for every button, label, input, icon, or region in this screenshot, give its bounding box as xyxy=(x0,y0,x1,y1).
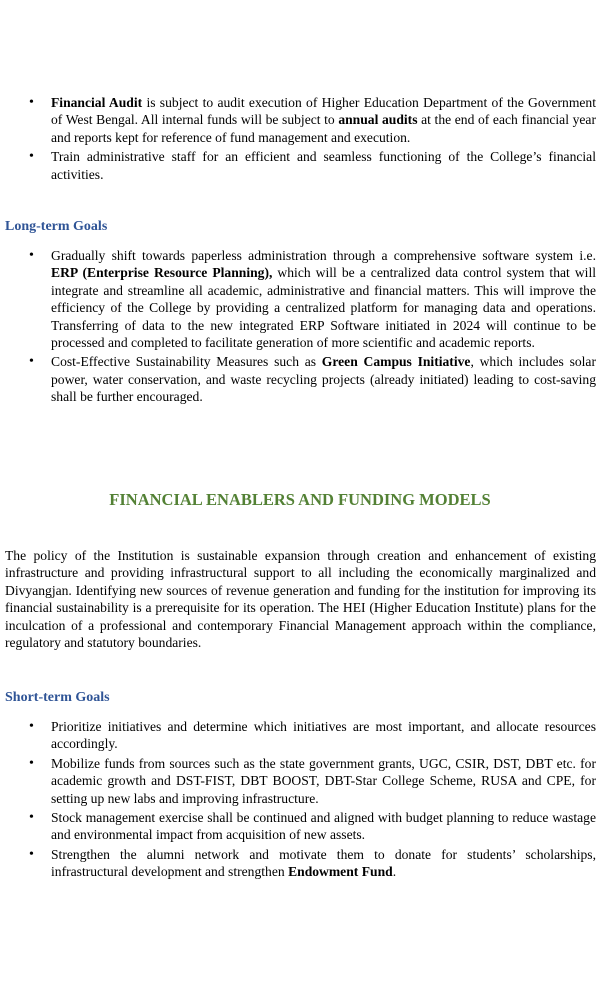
text-run: Gradually shift towards paperless administration through a comprehensive software system i.e. xyxy=(51,248,596,263)
list-item xyxy=(5,809,596,844)
short-term-goals-list-container xyxy=(5,718,596,883)
text-run: Stock management exercise shall be continued and aligned with budget planning to reduce wastage and environmental impact from acquisition of new assets. xyxy=(51,810,596,843)
bullet-icon: • xyxy=(29,755,34,771)
text-run: . xyxy=(392,864,397,880)
list-item xyxy=(5,846,596,881)
top-bullet-list xyxy=(5,94,596,183)
list-item xyxy=(5,755,596,807)
list-item xyxy=(5,148,596,183)
list-item xyxy=(5,94,596,146)
bullet-icon: • xyxy=(29,149,34,165)
bullet-icon: • xyxy=(29,354,34,370)
bold-text-run: Green Campus Initiative xyxy=(321,354,471,370)
bullet-icon: • xyxy=(29,846,34,862)
bullet-icon: • xyxy=(29,810,34,826)
text-run: Prioritize initiatives and determine which initiatives are most important, and allocate resources accordingly. xyxy=(51,719,596,752)
long-term-goals-list-container xyxy=(5,247,596,408)
text-run: at the end of each financial year and reports kept for reference of fund management and execution. xyxy=(51,112,596,145)
text-run: Cost-Effective Sustainability Measures such as xyxy=(51,354,322,370)
long-term-goals-heading: Long-term Goals xyxy=(5,219,108,234)
top-bullet-list-container xyxy=(5,94,596,185)
text-run: , which includes solar power, water conservation, and waste recycling projects (already initiated) leading to cost-saving shall be further encouraged. xyxy=(51,354,596,405)
text-run: Strengthen the alumni network and motivate them to donate for students’ scholarships, infrastructural development and strengthen xyxy=(51,846,596,880)
text-run: Train administrative staff for an efficient and seamless functioning of the College’s financial activities. xyxy=(51,149,596,182)
text-run: is subject to audit execution of Higher Education Department of the Government of West Bengal. All internal funds will be subject to xyxy=(51,95,596,128)
list-item xyxy=(5,247,596,351)
long-term-goals-list xyxy=(5,247,596,406)
bold-text-run: Financial Audit xyxy=(51,95,143,110)
section-paragraph: The policy of the Institution is sustainable expansion through creation and enhancement of existing infrastructure and providing infrastructural support to all including the economically marginalized and Divyangjan. Identifying new sources of revenue generation and funding for the institution for improving its financial sustainability is a prerequisite for its operation. The HEI (Higher Education Institute) plans for the inculcation of a professional and contemporary Financial Management approach within the compliance, regulatory and statutory boundaries. xyxy=(5,548,596,651)
section-title: FINANCIAL ENABLERS AND FUNDING MODELS xyxy=(109,490,491,509)
bullet-icon: • xyxy=(29,248,34,263)
short-term-goals-list xyxy=(5,718,596,881)
bold-text-run: ERP (Enterprise Resource Planning), xyxy=(51,265,273,281)
short-term-goals-heading: Short-term Goals xyxy=(5,690,110,705)
bold-text-run: annual audits xyxy=(338,112,418,128)
text-run: which will be a centralized data control system that will integrate and streamline all academic, administrative and financial matters. This will improve the efficiency of the College by providing a centralized platform for managing data and operations. Transferring of data to the new integrated ERP Software initiated in 2024 will continue to be processed and completed to facilitate generation of more scientific and academic reports. xyxy=(51,265,596,351)
list-item xyxy=(5,353,596,405)
bullet-icon: • xyxy=(29,719,34,734)
list-item xyxy=(5,718,596,753)
bold-text-run: Endowment Fund xyxy=(288,864,393,880)
bullet-icon: • xyxy=(29,95,34,110)
section-paragraph-container xyxy=(5,547,596,651)
text-run: Mobilize funds from sources such as the state government grants, UGC, CSIR, DST, DBT etc. for academic growth and DST-FIST, DBT BOOST, DBT-Star College Scheme, RUSA and CPE, for setting up new labs and improving infrastructure. xyxy=(51,755,596,806)
